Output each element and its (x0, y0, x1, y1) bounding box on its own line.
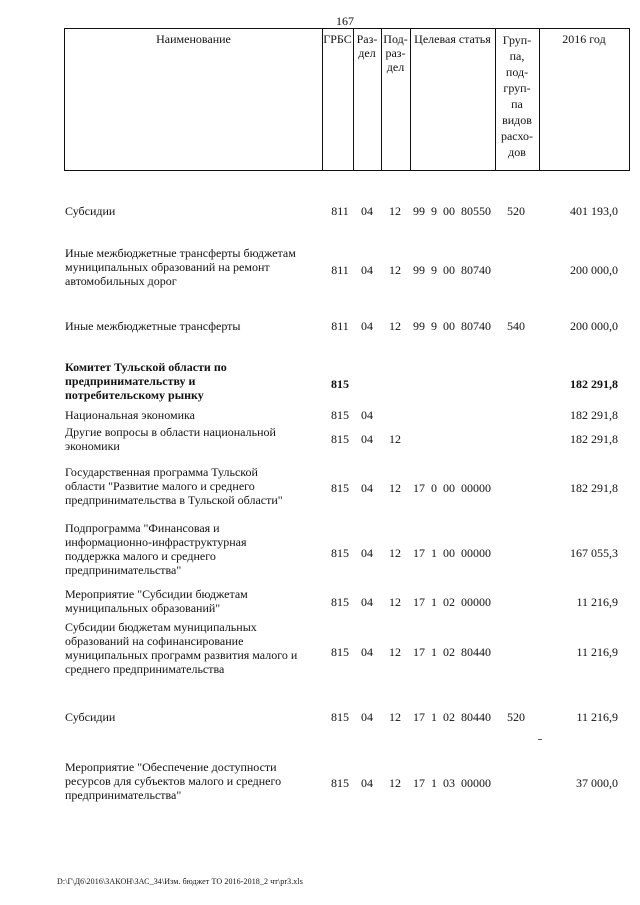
row-razdel: 04 (361, 595, 373, 609)
header-podrazdel-line: раз- (385, 46, 406, 60)
row-grbs: 815 (331, 432, 349, 446)
row-name: Субсидии (65, 204, 116, 218)
row-sum: 11 216,9 (576, 645, 618, 659)
row-name-line: автомобильных дорог (65, 274, 177, 288)
row-razdel: 04 (361, 204, 373, 218)
row-razdel: 04 (361, 546, 373, 560)
row-sum: 200 000,0 (570, 263, 618, 277)
header-year: 2016 год (562, 32, 606, 46)
row-cs: 17 1 02 00000 (413, 595, 491, 609)
row-razdel: 04 (361, 263, 373, 277)
row-vr: 520 (507, 204, 525, 218)
row-grbs: 811 (331, 319, 349, 333)
row-name-line: области "Развитие малого и среднего (65, 479, 255, 493)
row-sum: 182 291,8 (570, 377, 618, 391)
row-name (65, 465, 323, 507)
row-razdel: 04 (361, 481, 373, 495)
row-razdel: 04 (361, 319, 373, 333)
row-razdel: 04 (361, 432, 373, 446)
row-name-line: муниципальных образований на ремонт (65, 260, 270, 274)
row-name-line: экономики (65, 439, 120, 453)
row-grbs: 815 (331, 546, 349, 560)
stray-mark (538, 739, 542, 740)
row-name (65, 760, 323, 802)
row-name-line: Подпрограмма "Финансовая и (65, 521, 220, 535)
header-vr-line: Груп- (502, 33, 532, 47)
row-podrazdel: 12 (389, 776, 401, 790)
header-razdel (353, 29, 381, 170)
header-razdel-line: дел (358, 46, 376, 60)
header-vr (495, 29, 539, 170)
row-name-line: Государственная программа Тульской (65, 465, 258, 479)
row-cs: 17 1 03 00000 (413, 776, 491, 790)
row-name-line: Другие вопросы в области национальной (65, 425, 276, 439)
row-razdel: 04 (361, 776, 373, 790)
row-razdel: 04 (361, 710, 373, 724)
row-name-line: Субсидии бюджетам муниципальных (65, 620, 257, 634)
row-grbs: 815 (331, 595, 349, 609)
row-name-line: предпринимательства" (65, 563, 182, 577)
row-sum: 167 055,3 (570, 546, 618, 560)
row-sum: 37 000,0 (576, 776, 618, 790)
row-sum: 182 291,8 (570, 432, 618, 446)
row-sum: 401 193,0 (570, 204, 618, 218)
row-grbs: 815 (331, 645, 349, 659)
header-vr-line: па, (509, 49, 525, 63)
row-name: Субсидии (65, 710, 116, 724)
header-vr-line: расхо- (500, 129, 534, 143)
row-sum: 11 216,9 (576, 595, 618, 609)
row-name (65, 360, 323, 402)
row-podrazdel: 12 (389, 595, 401, 609)
row-name-line: потребительскому рынку (65, 388, 204, 402)
row-razdel: 04 (361, 645, 373, 659)
file-path-footer: D:\Г\Д6\2016\ЗАКОН\ЗАС_34\Изм. бюджет ТО 2016-2018_2 чт\pr3.xls (57, 877, 303, 886)
row-cs: 99 9 00 80550 (413, 204, 491, 218)
row-name-line: предпринимательства" (65, 788, 182, 802)
row-cs: 17 1 02 80440 (413, 710, 491, 724)
row-podrazdel: 12 (389, 204, 401, 218)
row-sum: 182 291,8 (570, 408, 618, 422)
row-name-line: ресурсов для субъектов малого и среднего (65, 774, 282, 788)
header-vr-line: под- (505, 65, 529, 79)
row-podrazdel: 12 (389, 546, 401, 560)
row-grbs: 815 (331, 710, 349, 724)
row-name-line: Комитет Тульской области по (65, 360, 227, 374)
header-podrazdel-line: дел (386, 60, 405, 74)
row-name-line: Мероприятие "Субсидии бюджетам (65, 587, 248, 601)
row-name-line: среднего предпринимательства (65, 662, 225, 676)
table-header (64, 28, 630, 171)
row-grbs: 815 (331, 377, 349, 391)
row-podrazdel: 12 (389, 645, 401, 659)
row-name-line: муниципальных программ развития малого и (65, 648, 298, 662)
row-name-line: предпринимательства в Тульской области" (65, 493, 283, 507)
header-grbs: ГРБС (323, 32, 352, 46)
row-name (65, 425, 323, 453)
row-cs: 17 1 00 00000 (413, 546, 491, 560)
row-sum: 200 000,0 (570, 319, 618, 333)
row-grbs: 815 (331, 776, 349, 790)
header-cs: Целевая статья (414, 32, 491, 46)
row-podrazdel: 12 (389, 481, 401, 495)
row-name-line: Мероприятие "Обеспечение доступности (65, 760, 277, 774)
row-sum: 182 291,8 (570, 481, 618, 495)
row-name-line: информационно-инфраструктурная (65, 535, 247, 549)
header-razdel-line: Раз- (356, 32, 378, 46)
row-name-line: поддержка малого и среднего (65, 549, 216, 563)
header-podrazdel (381, 29, 410, 170)
header-vr-line: видов (502, 113, 532, 127)
row-name (65, 246, 323, 288)
row-grbs: 811 (331, 263, 349, 277)
row-name-line: муниципальных образований" (65, 601, 221, 615)
header-vr-line: па (511, 97, 523, 111)
header-vr-line: дов (508, 145, 526, 159)
row-grbs: 815 (331, 408, 349, 422)
row-sum: 11 216,9 (576, 710, 618, 724)
row-grbs: 815 (331, 481, 349, 495)
row-vr: 540 (507, 319, 525, 333)
header-vr-line: груп- (503, 81, 531, 95)
row-cs: 99 9 00 80740 (413, 319, 491, 333)
row-name: Иные межбюджетные трансферты (65, 319, 241, 333)
row-name (65, 620, 323, 676)
row-podrazdel: 12 (389, 432, 401, 446)
row-name-line: предпринимательству и (65, 374, 196, 388)
row-vr: 520 (507, 710, 525, 724)
row-name (65, 521, 323, 577)
row-razdel: 04 (361, 408, 373, 422)
row-podrazdel: 12 (389, 710, 401, 724)
row-name: Национальная экономика (65, 408, 195, 422)
row-grbs: 811 (331, 204, 349, 218)
header-name: Наименование (156, 32, 231, 46)
row-podrazdel: 12 (389, 319, 401, 333)
page-number: 167 (336, 14, 354, 28)
header-podrazdel-line: Под- (383, 32, 408, 46)
row-name (65, 587, 323, 615)
row-name-line: образований на софинансирование (65, 634, 244, 648)
row-name-line: Иные межбюджетные трансферты бюджетам (65, 246, 296, 260)
row-cs: 99 9 00 80740 (413, 263, 491, 277)
row-podrazdel: 12 (389, 263, 401, 277)
row-cs: 17 1 02 80440 (413, 645, 491, 659)
row-cs: 17 0 00 00000 (413, 481, 491, 495)
